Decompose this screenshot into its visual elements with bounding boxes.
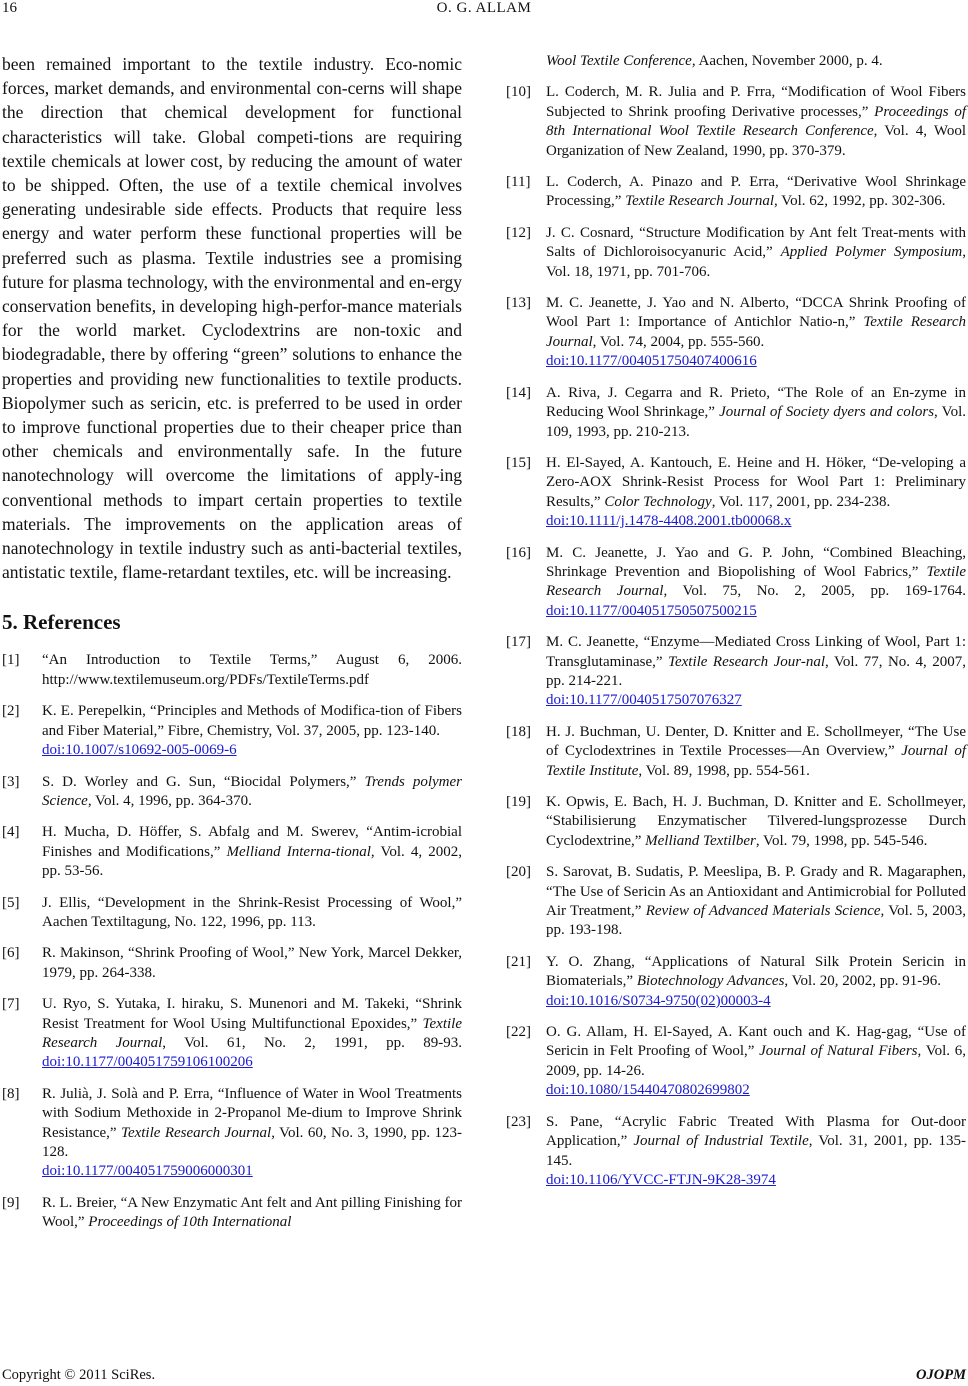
reference-number: [22] [506,1024,531,1041]
reference-number: [9] [2,1194,20,1211]
section-heading: 5. References [2,610,121,635]
reference-text [42,995,462,1073]
reference-text [546,863,966,941]
reference-number: [1] [2,652,20,669]
reference-number: [3] [2,773,20,790]
reference-body: A. Riva, J. Cegarra and R. Prieto, “The Role of an En-zyme in Reducing Wool Shrinkage,” [546,384,966,421]
body-paragraph: been remained important to the textile industry. Eco-nomic forces, market demands, and environmental con-cerns will shape the direction that chemical development for functional characteristics will take. Global competi-tions are requiring textile chemicals at lower cost, by reducing the amount of water to be shipped. Often, the use of a textile chemical involves generating undesirable side effects. Products that require less energy and water perform these functional properties will be preferred such as plasma. Textile industries see a promising future for plasma technology, with the environmental and en-ergy conservation benefits, in developing high-perfor-mance materials for the world market. Cyclodextrins are non-toxic and biodegradable, there by offering “green” solutions to enhance the properties and providing new functionalities to textile products. Biopolymer such as sericin, etc. is preferred to be used in order to improve functional properties due to their cheaper price than other chemicals and environmentally safe. In the future nanotechnology will overcome the limitations of apply-ing conventional methods to impart certain properties to textile materials. The improvements on the application areas of nanotechnology in textile industry such as anti-bacterial textiles, antistatic textile, flame-retardant textiles, etc. will be increasing. [2,54,462,583]
reference-details: , Vol. 5, 2003, pp. 193-198. [546,903,967,939]
doi-link[interactable]: doi:10.1177/004051750407400616 [546,353,757,370]
reference-text [546,1113,966,1191]
reference-item [506,173,966,212]
reference-item [506,1113,966,1191]
reference-number: [20] [506,864,531,881]
reference-source: Textile Research Journal [42,1015,462,1051]
reference-item [506,723,966,781]
reference-item [506,633,966,711]
doi-link[interactable]: doi:10.1016/S0734-9750(02)00003-4 [546,992,771,1009]
reference-body: H. Mucha, D. Höffer, S. Abfalg and M. Swerev, “Antim-icrobial Finishes and Modifications,” [42,824,462,860]
reference-text [546,723,966,781]
reference-body: M. C. Jeanette, “Enzyme—Mediated Cross Linking of Wool, Part 1: Transglutaminase,” [546,634,966,670]
reference-source: Melliand Interna-tional [226,843,371,860]
doi-link[interactable]: doi:10.1080/15440470802699802 [546,1082,750,1099]
reference-number: [11] [506,174,531,191]
doi-link[interactable]: doi:10.1177/004051759006000301 [42,1163,253,1180]
reference-text [42,773,462,812]
reference-body: J. C. Cosnard, “Structure Modification by Ant felt Treat-ments with Salts of Dichloroisocyanuric Acid,” [546,224,966,261]
right-column [506,52,966,1202]
reference-details: , Vol. 20, 2002, pp. 91-96. [784,973,941,990]
reference-details: , Vol. 79, 1998, pp. 545-546. [755,832,928,849]
reference-text [546,1023,966,1101]
reference-number: [12] [506,224,531,241]
reference-source: Melliand Textilber [645,832,756,849]
reference-source: Biotechnology Advances [636,973,785,990]
reference-item [2,995,462,1073]
reference-text [546,384,966,442]
reference-source: Journal of Textile Institute [546,743,966,779]
reference-item [2,1085,462,1182]
reference-body: L. Coderch, M. R. Julia and P. Frra, “Modification of Wool Fibers Subjected to Shrink proofing Derivative processes,” [546,84,966,120]
reference-source: Textile Research Journal [120,1124,272,1141]
reference-number: [18] [506,723,531,740]
reference-item [506,224,966,282]
reference-number: [19] [506,794,531,810]
reference-details: , Vol. 109, 1993, pp. 210-213. [546,404,966,440]
reference-source: Applied Polymer Symposium [780,244,963,261]
reference-text [42,702,462,760]
reference-body: M. C. Jeanette, J. Yao and G. P. John, “Combined Bleaching, Shrinkage Prevention and Biopolishing of Wool Fabrics,” [546,544,966,580]
reference-body: K. E. Perepelkin, “Principles and Methods of Modifica-tion of Fibers and Fiber Material,” Fibre, Chemistry, Vol. 37, 2005, pp. 123-140. [42,703,462,739]
reference-item [506,863,966,941]
reference-text [42,1194,462,1233]
reference-number: [13] [506,295,531,312]
reference-number: [16] [506,544,531,561]
reference-body: “An Introduction to Textile Terms,” August 6, 2006. http://www.textilemuseum.org/PDFs/TextileTerms.pdf [42,652,462,688]
reference-text [546,173,966,212]
reference-body: S. D. Worley and G. Sun, “Biocidal Polymers,” [42,773,365,790]
reference-body: H. El-Sayed, A. Kantouch, E. Heine and H. Höker, “De-veloping a Zero-AOX Shrink-Resist Process for Wool Part 1: Preliminary Results,” [546,454,966,510]
reference-body: R. L. Breier, “A New Enzymatic Ant felt and Ant pilling Finishing for Wool,” [42,1194,462,1231]
page-number: 16 [2,0,17,16]
reference-text [42,823,462,881]
reference-details: , Vol. 75, No. 2, 2005, pp. 169-1764. [663,583,967,600]
reference-9-continuation-text: , Aachen, November 2000, p. 4. [691,53,883,69]
reference-number: [6] [2,945,20,962]
reference-source: Textile Research Journal [625,193,775,210]
reference-source: Color Technology [604,493,712,510]
footer-journal: OJOPM [916,1367,966,1383]
reference-item [506,384,966,442]
reference-details: , Vol. 60, No. 3, 1990, pp. 123-128. [42,1124,463,1160]
reference-number: [15] [506,454,531,471]
reference-source: Review of Advanced Materials Science [645,903,881,920]
reference-number: [4] [2,824,20,841]
reference-number: [21] [506,953,531,970]
reference-text [546,633,966,711]
reference-source: Proceedings of 8th International Wool Textile Research Conference [546,103,967,140]
reference-details: , Vol. 6, 2009, pp. 14-26. [546,1043,967,1079]
doi-link[interactable]: doi:10.1106/YVCC-FTJN-9K28-3974 [546,1171,776,1188]
reference-item [506,953,966,1011]
reference-details: , Vol. 77, No. 4, 2007, pp. 214-221. [546,653,966,689]
reference-details: , Vol. 89, 1998, pp. 554-561. [638,762,810,779]
reference-details: , Vol. 4, 1996, pp. 364-370. [87,792,252,809]
doi-link[interactable]: doi:10.1177/004051759106100206 [42,1054,253,1071]
reference-text [546,793,966,851]
reference-source: Trends polymer Science [42,773,462,809]
reference-number: [7] [2,996,20,1013]
reference-text [42,1085,462,1182]
reference-body: O. G. Allam, H. El-Sayed, A. Kant ouch and K. Hag-gag, “Use of Sericin in Felt Proofing of Wool,” [546,1024,966,1060]
reference-source: Proceedings of 10th International [88,1214,292,1231]
reference-text [546,544,966,622]
reference-details: , Vol. 61, No. 2, 1991, pp. 89-93. [162,1034,463,1051]
reference-source: Journal of Society dyers and colors [719,404,935,421]
doi-link[interactable]: doi:10.1177/0040517507076327 [546,692,742,709]
reference-body: Y. O. Zhang, “Applications of Natural Silk Protein Sericin in Biomaterials,” [546,953,966,990]
reference-details: , Vol. 4, Wool Organization of New Zealand, 1990, pp. 370-379. [546,123,966,159]
reference-body: J. Ellis, “Development in the Shrink-Resist Processing of Wool,” Aachen Textiltagung, No. 122, 1996, pp. 113. [42,894,462,930]
reference-details: , Vol. 117, 2001, pp. 234-238. [711,493,891,510]
doi-link[interactable]: doi:10.1177/004051750507500215 [546,602,757,619]
reference-details: , Vol. 74, 2004, pp. 555-560. [592,333,765,350]
reference-item [2,773,462,812]
footer-copyright: Copyright © 2011 SciRes. [2,1367,156,1383]
reference-item [506,1023,966,1101]
reference-item [506,454,966,532]
reference-number: [8] [2,1085,20,1102]
reference-text [546,83,966,161]
doi-link[interactable]: doi:10.1007/s10692-005-0069-6 [42,742,237,759]
reference-item [2,1194,462,1233]
reference-source: Textile Research Journal [546,314,966,350]
reference-number: [14] [506,384,531,401]
references-list-left [2,651,462,1232]
reference-item [2,823,462,881]
references-list-right [506,83,966,1190]
reference-text [546,953,966,1011]
reference-body: R. Julià, J. Solà and P. Erra, “Influence of Water in Wool Treatments with Sodium Methoxide in 2-Propanol Me-dium to Improve Shrink Resistance,” [42,1085,462,1141]
reference-body: L. Coderch, A. Pinazo and P. Erra, “Derivative Wool Shrinkage Processing,” [546,174,966,210]
reference-source: Textile Research Jour-nal [668,653,825,670]
reference-item [506,793,966,851]
reference-9-continuation [506,52,966,71]
doi-link[interactable]: doi:10.1111/j.1478-4408.2001.tb00068.x [546,513,792,530]
reference-number: [10] [506,84,531,101]
reference-item [2,651,462,690]
left-column [2,52,462,1245]
reference-source: Textile Research Journal [546,563,966,600]
reference-text [546,294,966,372]
reference-details: , Vol. 18, 1971, pp. 701-706. [546,244,966,280]
reference-number: [2] [2,703,20,720]
reference-details: , Vol. 4, 2002, pp. 53-56. [42,843,462,880]
reference-body: M. C. Jeanette, J. Yao and N. Alberto, “DCCA Shrink Proofing of Wool Part 1: Importance of Antichlor Natio-n,” [546,295,966,331]
reference-text [546,454,966,532]
reference-body: R. Makinson, “Shrink Proofing of Wool,” New York, Marcel Dekker, 1979, pp. 264-338. [42,945,462,981]
reference-item [506,83,966,161]
reference-source: Journal of Natural Fibers [759,1043,918,1060]
reference-item [506,294,966,372]
reference-details: , Vol. 31, 2001, pp. 135-145. [546,1133,966,1169]
reference-body: K. Opwis, E. Bach, H. J. Buchman, D. Knitter and E. Schollmeyer, “Stabilisierung Enzymatischer Tilvered-lungsprozesse Durch Cyclodextrine,” [546,794,966,849]
reference-body: H. J. Buchman, U. Denter, D. Knitter and E. Schollmeyer, “The Use of Cyclodextrines in Textile Processes—An Overview,” [546,723,966,760]
reference-body: S. Pane, “Acrylic Fabric Treated With Plasma for Out-door Application,” [546,1113,966,1150]
reference-item [2,944,462,983]
reference-9-continuation-italic: Wool Textile Conference [546,53,692,69]
reference-text [42,944,462,983]
reference-text [546,224,966,282]
reference-item [506,544,966,622]
reference-item [2,702,462,760]
reference-source: Journal of Industrial Textile [633,1133,809,1150]
reference-body: S. Sarovat, B. Sudatis, P. Meeslipa, B. P. Grady and R. Magaraphen, “The Use of Sericin As an Antioxidant and Antimicrobial for Polluted Air Treatment,” [546,864,966,920]
reference-body: U. Ryo, S. Yutaka, I. hiraku, S. Munenori and M. Takeki, “Shrink Resist Treatment for Wool Using Multifunctional Epoxides,” [42,996,462,1032]
reference-number: [23] [506,1113,531,1130]
reference-text [42,651,462,690]
reference-item [2,894,462,933]
reference-text [42,894,462,933]
reference-details: , Vol. 62, 1992, pp. 302-306. [774,193,946,210]
running-head: O. G. ALLAM [436,0,532,16]
reference-number: [17] [506,634,531,651]
reference-number: [5] [2,894,20,911]
